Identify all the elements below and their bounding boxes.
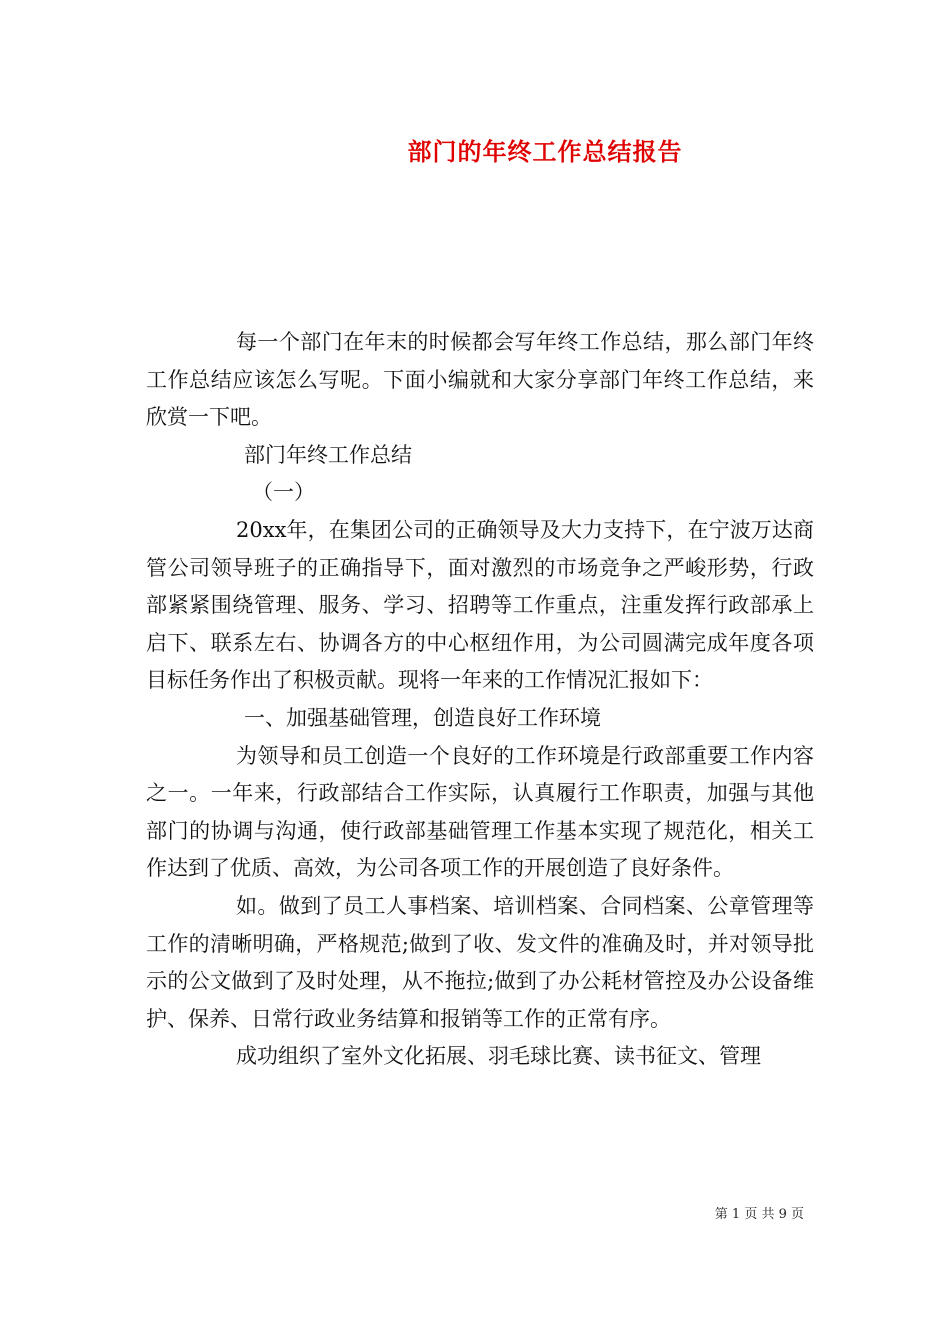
intro-paragraph: 每一个部门在年末的时候都会写年终工作总结，那么部门年终工作总结应该怎么写呢。下面小编就和大家分享部门年终工作总结，来欣赏一下吧。 — [146, 330, 814, 430]
body-paragraph: 20xx年，在集团公司的正确领导及大力支持下，在宁波万达商管公司领导班子的正确指导下，面对激烈的市场竞争之严峻形势，行政部紧紧围绕管理、服务、学习、招聘等工作重点，注重发挥行政部承上启下、联系左右、协调各方的中心枢纽作用，为公司圆满完成年度各项目标任务作出了积极贡献。现将一年来的工作情况汇报如下： — [146, 517, 814, 693]
section-number: （一） — [252, 480, 315, 505]
subsection-heading: 一、加强基础管理，创造良好工作环境 — [244, 705, 601, 730]
body-paragraph: 成功组织了室外文化拓展、羽毛球比赛、读书征文、管理 — [236, 1044, 761, 1069]
document-title: 部门的年终工作总结报告 — [407, 137, 683, 166]
page-number: 第 1 页 共 9 页 — [714, 1207, 804, 1222]
document-body — [146, 324, 814, 1076]
body-paragraph: 为领导和员工创造一个良好的工作环境是行政部重要工作内容之一。一年来，行政部结合工作实际，认真履行工作职责，加强与其他部门的协调与沟通，使行政部基础管理工作基本实现了规范化，相关工作达到了优质、高效，为公司各项工作的开展创造了良好条件。 — [146, 743, 814, 881]
body-paragraph: 如。做到了员工人事档案、培训档案、合同档案、公章管理等工作的清晰明确，严格规范;做到了收、发文件的准确及时，并对领导批示的公文做到了及时处理，从不拖拉;做到了办公耗材管控及办公设备维护、保养、日常行政业务结算和报销等工作的正常有序。 — [146, 893, 814, 1031]
section-heading: 部门年终工作总结 — [244, 442, 412, 467]
